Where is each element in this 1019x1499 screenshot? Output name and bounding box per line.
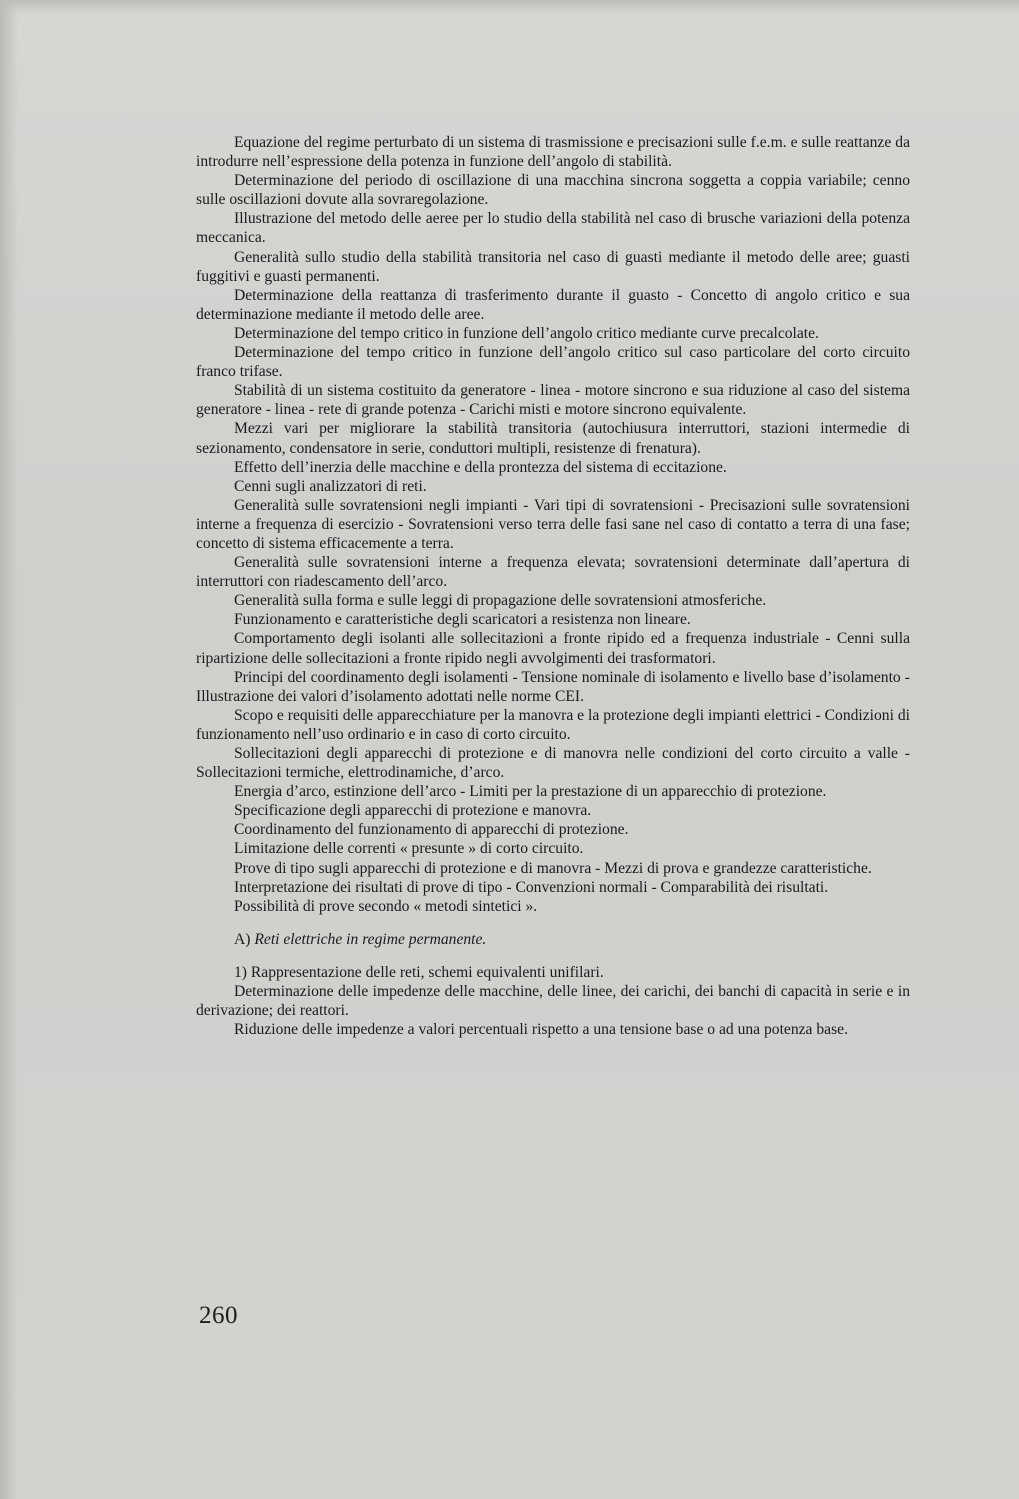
paragraph: Illustrazione del metodo delle aeree per lo studio della stabilità nel caso di brusche variazioni della potenza meccanica. (196, 210, 910, 247)
scan-shadow-left (0, 0, 18, 1499)
page-number: 260 (199, 1302, 238, 1329)
paragraph: Limitazione delle correnti « presunte » di corto circuito. (234, 840, 584, 858)
paragraph: Equazione del regime perturbato di un sistema di trasmissione e precisazioni sulle f.e.m. e sulle reattanze da introdurre nell’espressione della potenza in funzione dell’angolo di stabilità. (196, 134, 910, 171)
paragraph: Principi del coordinamento degli isolamenti - Tensione nominale di isolamento e livello base d’isolamento - Illustrazione dei valori d’isolamento adottati nelle norme CEI. (196, 668, 910, 705)
paragraph: Cenni sugli analizzatori di reti. (234, 477, 427, 495)
paragraph: Determinazione del tempo critico in funzione dell’angolo critico mediante curve precalcolate. (234, 324, 819, 342)
paragraph: Funzionamento e caratteristiche degli scaricatori a resistenza non lineare. (234, 611, 691, 629)
paragraph: Possibilità di prove secondo « metodi sintetici ». (234, 897, 538, 915)
paragraph: Energia d’arco, estinzione dell’arco - Limiti per la prestazione di un apparecchio di protezione. (234, 783, 827, 801)
section-label: A) (234, 930, 251, 948)
sub-heading: 1) Rappresentazione delle reti, schemi equivalenti unifilari. (234, 963, 604, 981)
paragraph: Determinazione del tempo critico in funzione dell’angolo critico sul caso particolare del corto circuito franco trifase. (196, 344, 910, 381)
paragraph: Scopo e requisiti delle apparecchiature per la manovra e la protezione degli impianti elettrici - Condizioni di funzionamento nell’uso ordinario e in caso di corto circuito. (196, 706, 910, 743)
section-heading (196, 930, 910, 949)
paragraph: Specificazione degli apparecchi di protezione e manovra. (234, 802, 592, 820)
paragraph: Determinazione del periodo di oscillazione di una macchina sincrona soggetta a coppia variabile; cenno sulle oscillazioni dovute alla sovraregolazione. (196, 172, 910, 209)
paragraph: Interpretazione dei risultati di prove di tipo - Convenzioni normali - Comparabilità dei risultati. (234, 878, 829, 896)
paragraph: Determinazione delle impedenze delle macchine, delle linee, dei carichi, dei banchi di capacità in serie e in derivazione; dei reattori. (196, 983, 910, 1020)
paragraph: Riduzione delle impedenze a valori percentuali rispetto a una tensione base o ad una potenza base. (234, 1021, 848, 1039)
paragraph: Comportamento degli isolanti alle sollecitazioni a fronte ripido ed a frequenza industriale - Cenni sulla ripartizione delle sollecitazioni a fronte ripido negli avvolgimenti dei trasformatori. (196, 630, 910, 667)
paragraph: Effetto dell’inerzia delle macchine e della prontezza del sistema di eccitazione. (234, 458, 727, 476)
scan-shadow-top (0, 0, 1019, 14)
paragraph: Determinazione della reattanza di trasferimento durante il guasto - Concetto di angolo critico e sua determinazione mediante il metodo delle aree. (196, 286, 910, 323)
paragraph: Prove di tipo sugli apparecchi di protezione e di manovra - Mezzi di prova e grandezze caratteristiche. (234, 859, 872, 877)
paragraph: Generalità sulle sovratensioni interne a frequenza elevata; sovratensioni determinate dall’apertura di interruttori con riadescamento dell’arco. (196, 554, 910, 591)
body-text (196, 133, 910, 1039)
paragraph: Mezzi vari per migliorare la stabilità transitoria (autochiusura interruttori, stazioni intermedie di sezionamento, condensatore in serie, conduttori multipli, resistenze di frenatura). (196, 420, 910, 457)
paragraph: Generalità sullo studio della stabilità transitoria nel caso di guasti mediante il metodo delle aree; guasti fuggitivi e guasti permanenti. (196, 248, 910, 285)
paragraph: Stabilità di un sistema costituito da generatore - linea - motore sincrono e sua riduzione al caso del sistema generatore - linea - rete di grande potenza - Carichi misti e motore sincrono equivalente. (196, 382, 910, 419)
paragraph: Generalità sulle sovratensioni negli impianti - Vari tipi di sovratensioni - Precisazioni sulle sovratensioni interne a frequenza di esercizio - Sovratensioni verso terra delle fasi sane nel caso di contatto a terra di una fase; concetto di sistema efficacemente a terra. (196, 496, 910, 552)
section-title: Reti elettriche in regime permanente. (254, 930, 487, 948)
paragraph: Generalità sulla forma e sulle leggi di propagazione delle sovratensioni atmosferiche. (234, 592, 767, 610)
paragraph: Coordinamento del funzionamento di apparecchi di protezione. (234, 821, 629, 839)
paragraph: Sollecitazioni degli apparecchi di protezione e di manovra nelle condizioni del corto circuito a valle - Sollecitazioni termiche, elettrodinamiche, d’arco. (196, 745, 910, 782)
